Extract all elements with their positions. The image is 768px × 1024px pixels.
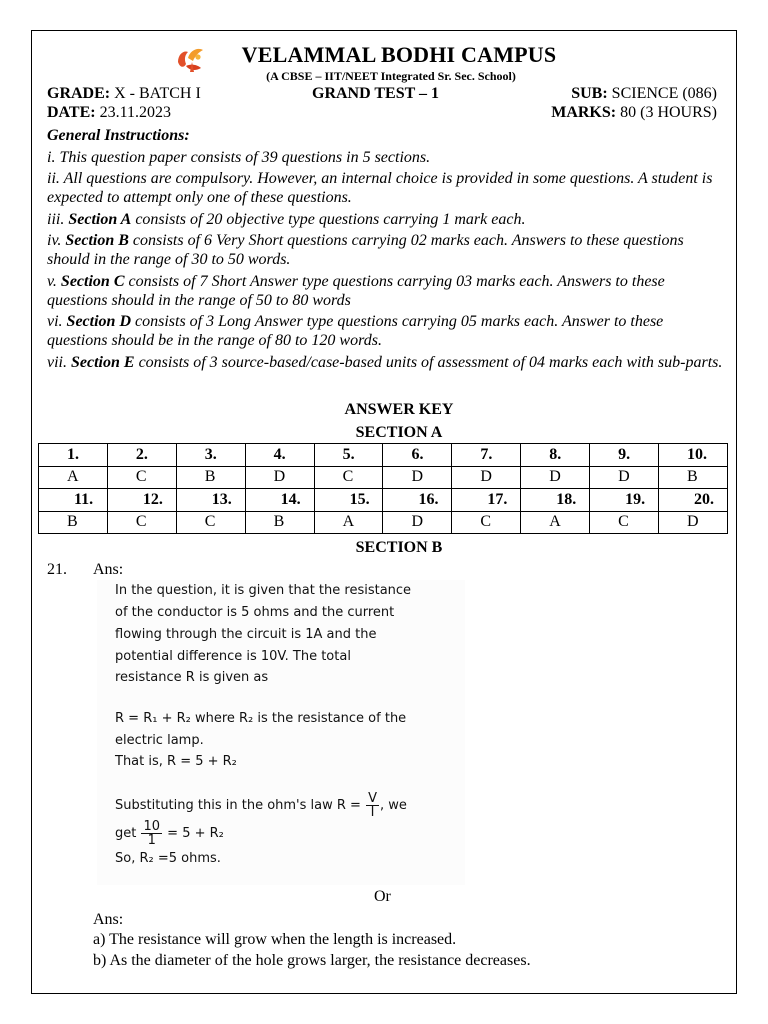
table-cell: 6. [383, 444, 452, 467]
instructions-heading: General Instructions: [47, 127, 190, 144]
table-cell: B [39, 511, 108, 534]
section-b-heading: SECTION B [355, 539, 443, 556]
denominator: 1 [147, 833, 156, 848]
instruction-iv [47, 231, 727, 269]
numerator: 10 [143, 819, 161, 834]
marks-field [551, 104, 717, 122]
table-cell: C [176, 511, 245, 534]
solution-image [97, 580, 465, 885]
alt-answer-b: b) As the diameter of the hole grows larger, the resistance decreases. [93, 952, 531, 969]
table-cell: D [590, 466, 659, 489]
instruction-vii-text: consists of 3 source-based/case-based units of assessment of 04 marks each with sub-parts. [134, 353, 723, 371]
substitution-line [115, 820, 224, 847]
table-cell: 7. [452, 444, 521, 467]
instruction-v-text: consists of 7 Short Answer type questions carrying 03 marks each. Answers to these questions should in the range of 50 to 80 words [47, 272, 665, 309]
instruction-vii [47, 353, 727, 372]
instruction-iv-prefix: iv. [47, 232, 66, 249]
table-cell: C [314, 466, 383, 489]
table-row-answers-1-10 [39, 466, 728, 489]
instruction-iv-section: Section B [65, 232, 129, 249]
solution-line: electric lamp. [115, 733, 204, 748]
table-cell: D [452, 466, 521, 489]
question-number: 21. [47, 561, 67, 578]
table-cell: C [107, 511, 176, 534]
table-cell: 3. [176, 444, 245, 467]
table-cell: 17. [452, 489, 521, 512]
table-cell: 2. [107, 444, 176, 467]
denominator: I [370, 805, 375, 820]
instruction-iii-prefix: iii. [47, 210, 69, 228]
table-cell: B [245, 511, 314, 534]
table-cell: C [107, 466, 176, 489]
table-cell: C [590, 511, 659, 534]
table-cell: 14. [245, 489, 314, 512]
solution-line: In the question, it is given that the resistance [115, 583, 412, 598]
table-cell: 16. [383, 489, 452, 512]
grade-field [47, 85, 201, 103]
date-label: DATE: [47, 104, 96, 121]
table-row-questions-1-10 [39, 444, 728, 467]
table-cell: 20. [659, 489, 728, 512]
or-separator: Or [374, 888, 391, 905]
grade-label: GRADE: [47, 85, 111, 102]
solution-line: of the conductor is 5 ohms and the current [115, 605, 395, 620]
table-cell: D [659, 511, 728, 534]
fraction [366, 792, 379, 819]
instruction-vi-prefix: vi. [47, 313, 67, 330]
table-cell: 9. [590, 444, 659, 467]
answer-label: Ans: [93, 561, 124, 578]
instruction-vii-section: Section E [71, 353, 135, 371]
table-cell: 1. [39, 444, 108, 467]
solution-line: flowing through the circuit is 1A and the [115, 627, 377, 642]
solution-line: That is, R = 5 + R₂ [115, 754, 237, 769]
date-field [47, 104, 171, 122]
table-cell: D [383, 511, 452, 534]
fraction [141, 820, 162, 847]
table-row-questions-11-20 [39, 489, 728, 512]
instruction-iv-text: consists of 6 Very Short questions carrying 02 marks each. Answers to these questions should in the range of 30 to 50 words. [47, 232, 684, 268]
table-row-answers-11-20 [39, 511, 728, 534]
solution-line: potential difference is 10V. The total [115, 649, 351, 664]
instruction-vi [47, 312, 727, 350]
grade-value: X - BATCH I [110, 85, 201, 102]
table-cell: B [659, 466, 728, 489]
section-a-heading: SECTION A [355, 424, 443, 441]
subject-field [571, 85, 717, 103]
subject-value: SCIENCE (086) [607, 85, 717, 102]
table-cell: 10. [659, 444, 728, 467]
marks-label: MARKS: [551, 104, 617, 121]
marks-value: 80 (3 HOURS) [616, 104, 717, 121]
test-name: GRAND TEST – 1 [312, 85, 439, 102]
solution-text: get [115, 826, 141, 841]
table-cell: 15. [314, 489, 383, 512]
solution-line: R = R₁ + R₂ where R₂ is the resistance of the [115, 711, 407, 726]
table-cell: 18. [521, 489, 590, 512]
instruction-vi-section: Section D [66, 313, 131, 330]
table-cell: C [452, 511, 521, 534]
solution-line: resistance R is given as [115, 670, 269, 685]
table-cell: A [39, 466, 108, 489]
school-name: VELAMMAL BODHI CAMPUS [241, 42, 557, 67]
subject-label: SUB: [571, 85, 608, 102]
table-cell: B [176, 466, 245, 489]
solution-text: , we [379, 798, 407, 813]
ohms-law-line [115, 792, 407, 819]
instruction-v-section: Section C [60, 272, 125, 290]
solution-text: = 5 + R₂ [163, 826, 224, 841]
school-subtitle: (A CBSE – IIT/NEET Integrated Sr. Sec. School) [266, 69, 516, 83]
solution-text: Substituting this in the ohm's law R = [115, 798, 366, 813]
table-cell: 12. [107, 489, 176, 512]
table-cell: 4. [245, 444, 314, 467]
general-instructions [47, 126, 727, 374]
table-cell: A [521, 511, 590, 534]
answer-key-title: ANSWER KEY [344, 401, 454, 418]
table-cell: 19. [590, 489, 659, 512]
table-cell: 11. [39, 489, 108, 512]
table-cell: 13. [176, 489, 245, 512]
instruction-i: i. This question paper consists of 39 questions in 5 sections. [47, 148, 431, 166]
instruction-v [47, 272, 727, 310]
alt-answer-label: Ans: [93, 911, 124, 928]
table-cell: 5. [314, 444, 383, 467]
instruction-iii [47, 210, 727, 229]
table-cell: A [314, 511, 383, 534]
instruction-vi-text: consists of 3 Long Answer type questions carrying 05 marks each. Answer to these questions should be in the range of 80 to 120 words. [47, 313, 664, 349]
solution-line: So, R₂ =5 ohms. [115, 851, 221, 866]
numerator: V [368, 791, 377, 806]
instruction-iii-text: consists of 20 objective type questions carrying 1 mark each. [131, 210, 526, 228]
table-cell: 8. [521, 444, 590, 467]
table-cell: D [383, 466, 452, 489]
answer-key-table [38, 443, 728, 534]
table-cell: D [521, 466, 590, 489]
instruction-ii: ii. All questions are compulsory. However, an internal choice is provided in some questions. A student is expected to attempt only one of these questions. [47, 170, 713, 206]
alt-answer-a: a) The resistance will grow when the length is increased. [93, 931, 457, 948]
date-value: 23.11.2023 [95, 104, 171, 121]
instruction-v-prefix: v. [47, 272, 61, 290]
instruction-vii-prefix: vii. [47, 353, 71, 371]
instruction-iii-section: Section A [68, 210, 132, 228]
table-cell: D [245, 466, 314, 489]
